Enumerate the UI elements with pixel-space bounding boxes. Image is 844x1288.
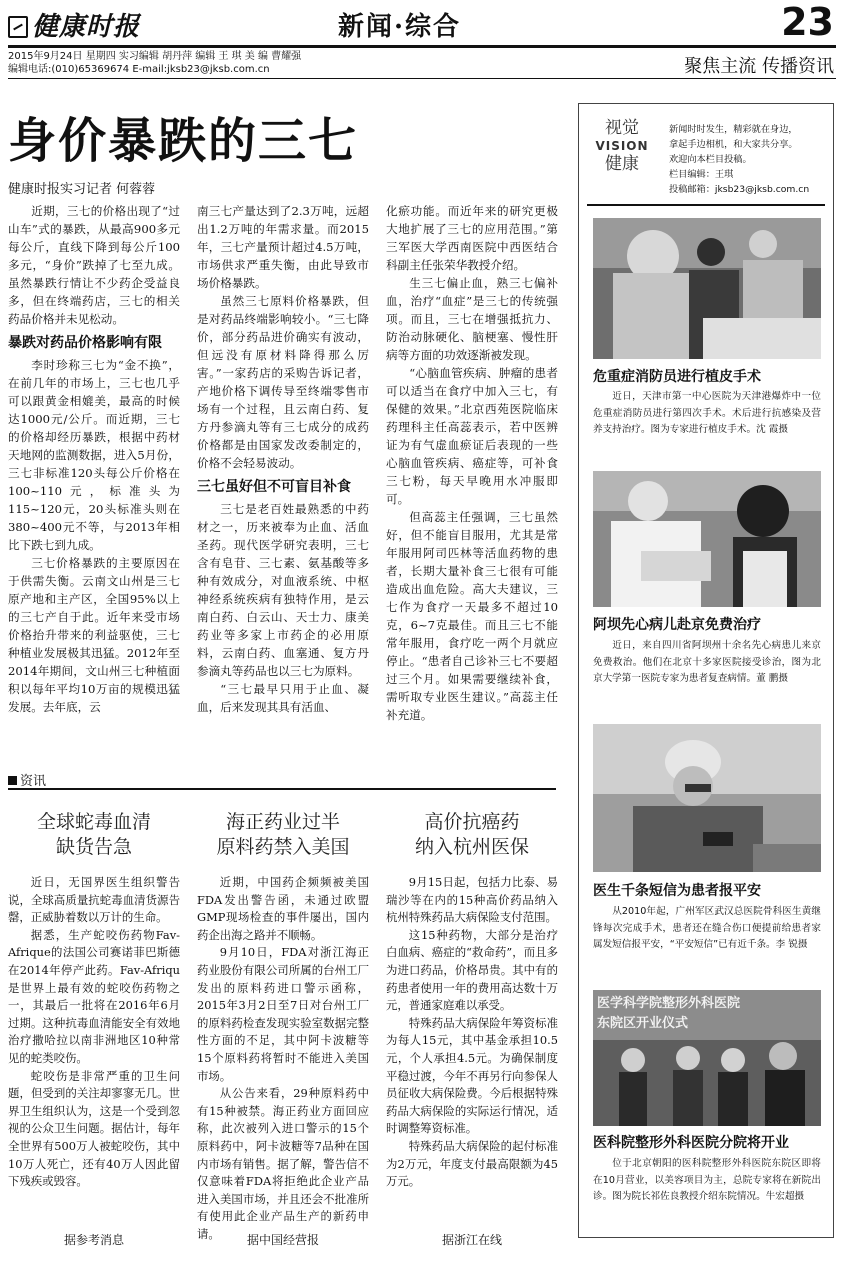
brief-title: 海正药业过半 原料药禁入美国 <box>216 811 350 858</box>
brief-source: 据参考消息 <box>63 1233 124 1247</box>
surgery-photo <box>593 218 821 359</box>
subheading: 三七虽好但不可盲目补食 <box>197 479 351 495</box>
doctor-child-photo <box>593 471 821 607</box>
card-caption: 位于北京朝阳的医科院整形外科医院东院区即将在10月营业，以美容项目为主，总院专家将在新院出诊。图为院长祁佐良教授介绍东院情况。牛宏超摄 <box>593 1158 821 1202</box>
paragraph: 南三七产量达到了2.3万吨，远超出1.2万吨的年需求量。而2015年，三七产量预计超过4.5万吨，市场供求严重失衡，由此导致市场价格暴跌。 <box>197 204 369 290</box>
column-intro: 新闻时时发生，精彩就在身边， 拿起手边相机，和大家共分享。 欢迎向本栏目投稿。 栏目编辑：王琪 投稿邮箱：jksb23@jksb.com.cn <box>669 124 810 195</box>
doctor-phone-photo <box>593 724 821 872</box>
slogan: 聚焦主流 传播资讯 <box>684 56 834 77</box>
section-label-text: 资讯 <box>20 774 47 789</box>
briefs-section-label <box>8 770 556 790</box>
section-title: 新闻·综合 <box>338 12 462 42</box>
paragraph: 近期，中国药企频频被美国FDA发出警告函，未通过欧盟GMP现场检查的事件屡出，国内药企出海之路并不顺畅。 <box>197 875 369 942</box>
paragraph: 据悉，生产蛇咬伤药物Fav-Afrique的法国公司赛诺菲巴斯德在2014年停产此药。Fav-Afriqu是世界上最有效的蛇咬伤药物之一，其最后一批将在2016年6月过期。这种抗毒血清能安全有效地治疗撒哈拉以南非洲地区10种常见的蛇类咬伤。 <box>8 927 180 1065</box>
article-column-2 <box>197 202 369 762</box>
paragraph: 生三七偏止血，熟三七偏补血，治疗“血症”是三七的传统强项。而且，三七在增强抵抗力、防治动脉硬化、脑梗塞、慢性肝病等方面的功效逐渐被发现。 <box>386 276 558 362</box>
paragraph: 三七是老百姓最熟悉的中药材之一，历来被奉为止血、活血圣药。现代医学研究表明，三七含有皂苷、三七素、氨基酸等多种有效成分，对血液系统、中枢神经系统疾病有独特作用，是云南白药、白云山、天士力、康美药业等多家上市药企的必用原料，云南白药、血塞通、复方丹参滴丸等药品也以三七为原料。 <box>197 502 369 678</box>
ceremony-banner: 医学科学院整形外科医院 东院区开业仪式 <box>597 996 741 1031</box>
divider <box>587 204 825 206</box>
paragraph: 近日，无国界医生组织警告说，全球高质量抗蛇毒血清货源告罄，正威胁着数以万计的生命。 <box>8 875 180 925</box>
paragraph: “三七最早只用于止血、凝血，后来发现其具有活血、 <box>197 682 369 714</box>
brief-body <box>8 874 180 1191</box>
square-bullet-icon <box>8 776 17 785</box>
paragraph: 从公告来看，29种原料药中有15种被禁。海正药业方面回应称，此次被列入进口警示的15个原料药中，阿卡波糖等7品种在国内市场有销售。据了解，警告信不仅意味着FDA将拒绝此企业产品进入美国市场，并且还会不批准所有使用此企业产品生产的新药申请。 <box>197 1086 369 1241</box>
paragraph: 近期，三七的价格出现了“过山车”式的暴跌，从最高900多元每公斤，直线下降到每公斤100多元，“身价”跌掉了七至九成。虽然暴跌行情让不少药企受益良多，但在终端药店，三七的相关药品价格并未见松动。 <box>8 204 180 326</box>
main-article <box>8 202 556 762</box>
article-column-3 <box>386 202 558 762</box>
paragraph: 9月15日起，包括力比泰、易瑞沙等在内的15种高价药品纳入杭州特殊药品大病保险支付范围。 <box>386 875 558 925</box>
paragraph: 但高蕊主任强调，三七虽然好，但不能盲目服用，尤其是常年服用阿司匹林等活血药物的患者，长期大量补食三七很有可能造成出血危险。高大夫建议，三七作为食疗一天最多不超过10克，6~7克最佳。而且三七不能常年服用，食疗吃一两个月就应停止。“患者自己诊补三七不要超过三个月。如果需要继续补食，需听取专业医生建议。”高蕊主任补充道。 <box>386 510 558 722</box>
editor-info <box>8 50 301 76</box>
editor-line-1: 2015年9月24日 星期四 实习编辑 胡丹萍 编辑 王 琪 美 编 曹耀强 <box>8 51 302 62</box>
editor-line-2: 编辑电话:(010)65369674 E-mail:jksb23@jksb.com.cn <box>8 64 270 75</box>
brief-hangzhou-insurance <box>386 800 558 1247</box>
card-title: 医生千条短信为患者报平安 <box>593 883 761 899</box>
card-title: 阿坝先心病儿赴京免费治疗 <box>593 617 761 633</box>
page-number: 23 <box>781 0 834 44</box>
paragraph: 特殊药品大病保险年筹资标准为每人15元，其中基金承担10.5元，个人承担4.5元。为确保制度平稳过渡，今年不再另行向参保人员征收大病保险费。今后根据特殊药品大病保险的实际运行情况，适时调整筹资标准。 <box>386 1015 558 1136</box>
paragraph: 化瘀功能。而近年来的研究更极大地扩展了三七的应用范围。”第三军医大学西南医院中西医结合科副主任张荣华教授介绍。 <box>386 204 558 272</box>
card-title: 危重症消防员进行植皮手术 <box>593 369 761 385</box>
brief-title: 全球蛇毒血清 缺货告急 <box>36 811 151 858</box>
logo-icon <box>8 16 28 38</box>
paragraph: 虽然三七原料价格暴跌，但是对药品终端影响较小。“三七降价，部分药品进价确实有波动，但远没有原材料降得那么厉害。”一家药店的采购告诉记者，产地价格下调传导至终端零售市场有一个过程，且云南白药、复方丹参滴丸等有三七成分的成药价格都是由国家发改委制定的，价格不会轻易波动。 <box>197 294 369 470</box>
brief-snake-antivenom <box>8 800 180 1247</box>
card-caption: 从2010年起，广州军区武汉总医院骨科医生黄继锋每次完成手术，患者还在缝合伤口便提前给患者家属发短信报平安，“平安短信”已有近千条。李 锐摄 <box>593 906 821 950</box>
opening-ceremony-photo <box>593 990 821 1126</box>
brief-title: 高价抗癌药 纳入杭州医保 <box>414 811 529 858</box>
article-headline: 身价暴跌的三七 <box>8 113 359 169</box>
card-caption: 近日，来自四川省阿坝州十余名先心病患儿来京免费救治。他们在北京十多家医院接受诊治，图为北京大学第一医院专家为患者复查病情。董 鹏摄 <box>593 640 821 684</box>
article-byline: 健康时报实习记者 何蓉蓉 <box>8 182 156 197</box>
paragraph: “心脑血管疾病、肿瘤的患者可以适当在食疗中加入三七，有保健的效果。”北京西苑医院临床药理科主任高蕊表示，若中医辨证为有气虚血瘀证后表现的一些心脑血管疾病、癌症等，可补食三七粉，每天早晚用水冲服即可。 <box>386 366 558 506</box>
vision-logo: 视觉 VISION 健康 <box>595 118 649 174</box>
vision-health-sidebar <box>578 103 834 1238</box>
paragraph: 这15种药物，大部分是治疗白血病、癌症的“救命药”，而且多为进口药品，价格昂贵。其中有的药患者使用一年的费用高达数十万元，普通家庭难以承受。 <box>386 927 558 1013</box>
article-column-1 <box>8 202 180 762</box>
brief-body <box>386 874 558 1191</box>
subheading: 暴跌对药品价格影响有限 <box>8 335 162 351</box>
paragraph: 特殊药品大病保险的起付标准为2万元，年度支付最高限额为45万元。 <box>386 1138 558 1189</box>
paragraph: 蛇咬伤是非常严重的卫生问题，但受到的关注却寥寥无几。世界卫生组织认为，这是一个受到忽视的公众卫生问题。据估计，每年全世界有500万人被蛇咬伤，其中10万人死亡，还有40万人因此留下残疾或毁容。 <box>8 1068 180 1189</box>
paragraph: 9月10日，FDA对浙江海正药业股份有限公司所属的台州工厂发出的原料药进口警示函称，2015年3月2日至7日对台州工厂的原料药检查发现实验室数据完整性方面的不足，其中阿卡波糖等15个原料药将暂时不能进入美国市场。 <box>197 945 369 1083</box>
paragraph: 李时珍称三七为“金不换”，在前几年的市场上，三七也几乎可以跟黄金相媲美，最高的时候达1000元/公斤。而近期，三七的价格却经历暴跌，根据中药材天地网的监测数据，进入5月份，三七非标准120头每公斤价格在100~110元，标准头为115~120元，20头标准头则在380~400元不等，与2013年相比下跌七到九成。 <box>8 358 180 552</box>
brief-source: 据中国经营报 <box>246 1233 319 1247</box>
paragraph: 三七价格暴跌的主要原因在于供需失衡。云南文山州是三七原产地和主产区，全国95%以上的三七产自于此。近年来受市场价格抬升带来的利益驱使，三七种植业发展极其迅猛。2012年至2014年期间，文山州三七种植面积以每年平均10万亩的规模迅猛发展。去年底，云 <box>8 556 180 714</box>
sub-masthead <box>8 49 836 79</box>
brief-source: 据浙江在线 <box>441 1233 502 1247</box>
card-title: 医科院整形外科医院分院将开业 <box>593 1135 789 1151</box>
card-caption: 近日，天津市第一中心医院为天津港爆炸中一位危重症消防员进行第四次手术。术后进行抗感染及营养支持治疗。图为专家进行植皮手术。沈 霞摄 <box>593 391 821 435</box>
masthead <box>8 0 836 48</box>
logo-text: 健康时报 <box>32 12 141 42</box>
brief-body <box>197 874 369 1243</box>
brief-hisun-pharma <box>197 800 369 1247</box>
newspaper-logo <box>8 6 140 43</box>
